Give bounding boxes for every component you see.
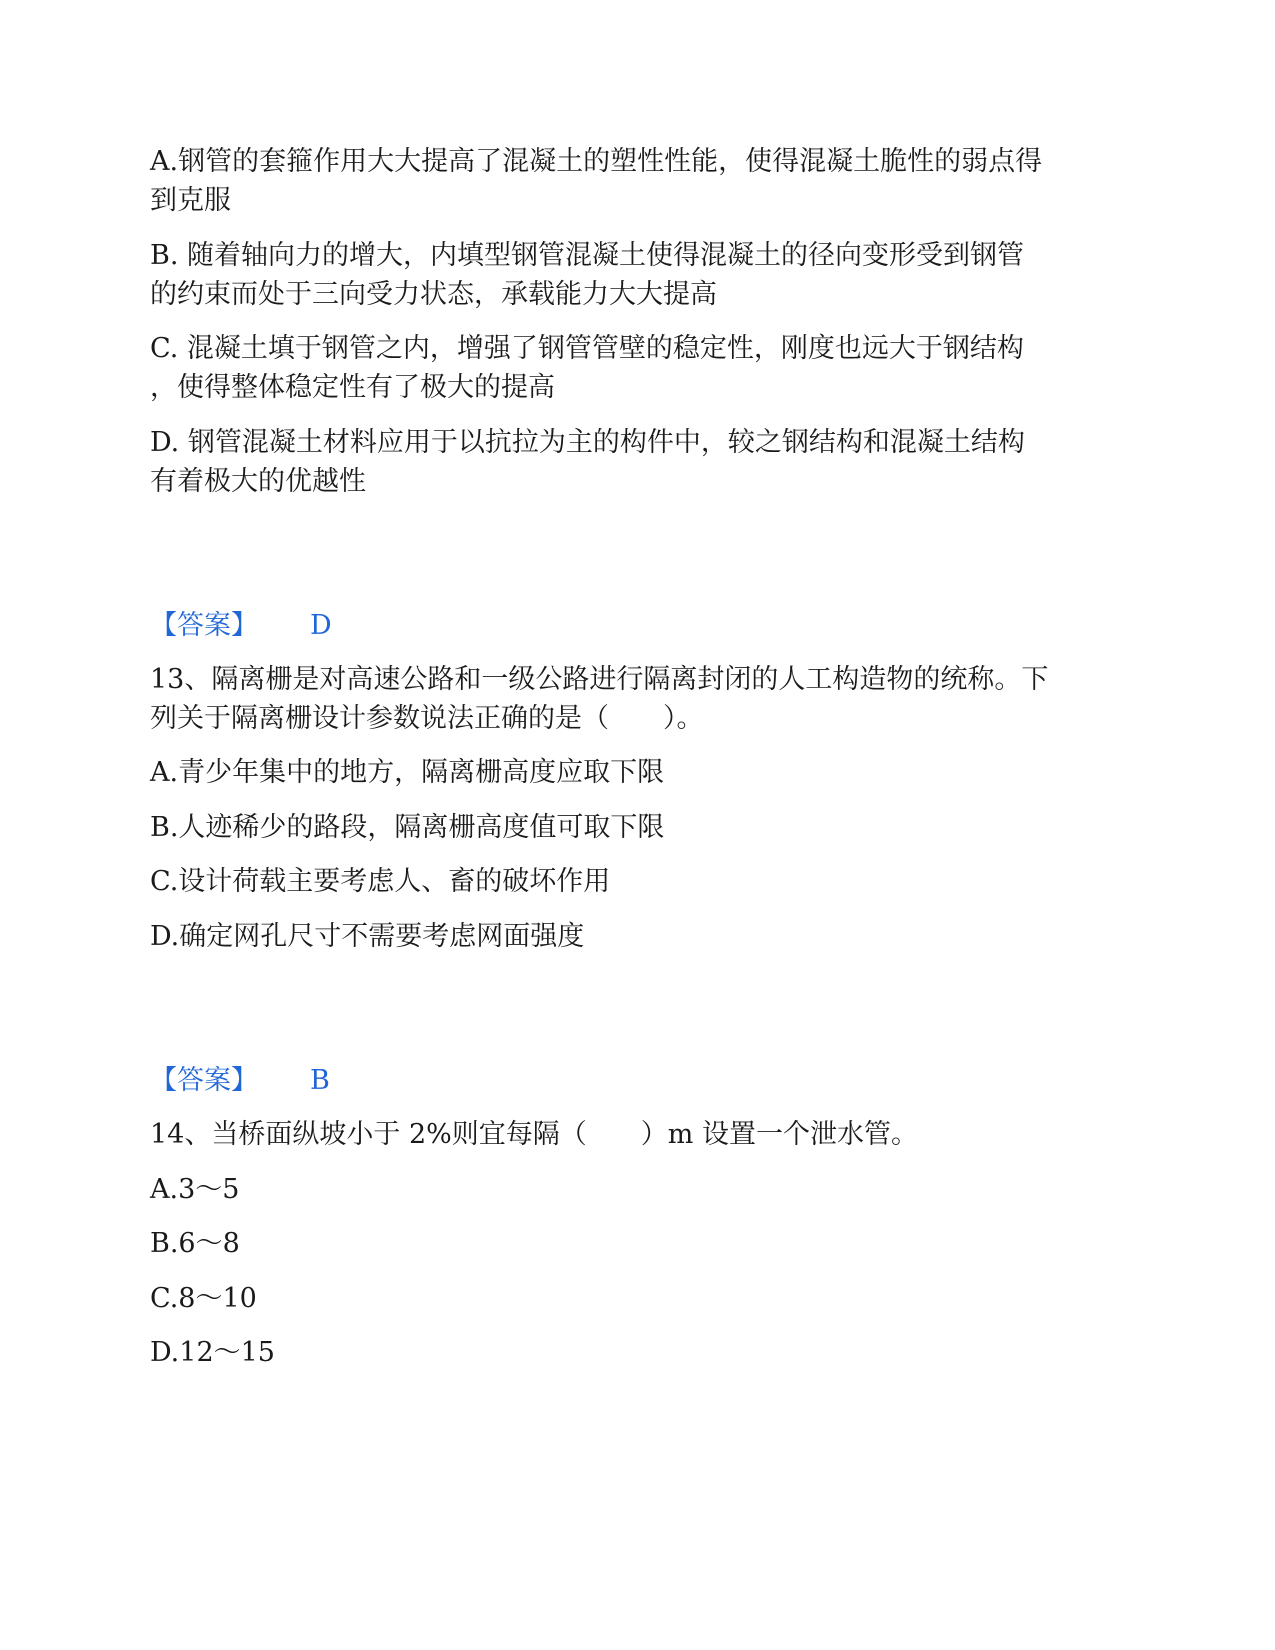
q13-option-a: A.青少年集中的地方，隔离栅高度应取下限	[150, 757, 665, 788]
q12-answer	[150, 606, 332, 646]
q12-option-d-line2: 有着极大的优越性	[150, 466, 366, 497]
q13-answer-label: 【答案】	[150, 1065, 258, 1096]
q14-option-b: B.6～8	[150, 1228, 240, 1259]
q13-option-c: C.设计荷载主要考虑人、畜的破坏作用	[150, 866, 611, 897]
q14-option-a: A.3～5	[150, 1174, 240, 1205]
q14-stem: 14、当桥面纵坡小于 2%则宜每隔（ ）m 设置一个泄水管。	[150, 1119, 918, 1150]
q12-option-b-line1: B. 随着轴向力的增大，内填型钢管混凝土使得混凝土的径向变形受到钢管	[150, 240, 1025, 271]
q12-option-d-line1: D. 钢管混凝土材料应用于以抗拉为主的构件中，较之钢结构和混凝土结构	[150, 427, 1025, 458]
q13-answer	[150, 1061, 330, 1101]
q12-option-a-line1: A.钢管的套箍作用大大提高了混凝土的塑性性能，使得混凝土脆性的弱点得	[150, 146, 1043, 177]
q14-option-d: D.12～15	[150, 1337, 275, 1368]
q12-option-b-line2: 的约束而处于三向受力状态，承载能力大大提高	[150, 279, 717, 310]
q12-answer-value: D	[310, 610, 332, 641]
q13-stem-line1: 13、隔离栅是对高速公路和一级公路进行隔离封闭的人工构造物的统称。下	[150, 664, 1049, 695]
q13-stem-line2: 列关于隔离栅设计参数说法正确的是（ ）。	[150, 703, 704, 734]
q12-answer-label: 【答案】	[150, 610, 258, 641]
q12-option-c-line2: ，使得整体稳定性有了极大的提高	[150, 372, 555, 403]
q13-option-d: D.确定网孔尺寸不需要考虑网面强度	[150, 921, 585, 952]
q12-option-a-line2: 到克服	[150, 185, 231, 216]
q14-option-c: C.8～10	[150, 1283, 257, 1314]
q13-option-b: B.人迹稀少的路段，隔离栅高度值可取下限	[150, 812, 665, 843]
q13-answer-value: B	[310, 1065, 330, 1096]
q12-option-c-line1: C. 混凝土填于钢管之内，增强了钢管管壁的稳定性，刚度也远大于钢结构	[150, 333, 1024, 364]
